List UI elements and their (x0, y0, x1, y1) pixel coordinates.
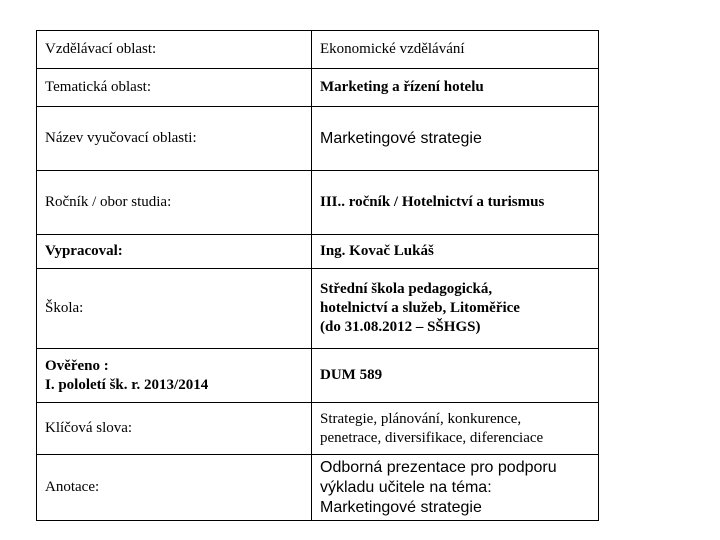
table-row (37, 69, 599, 107)
table-row (37, 349, 599, 403)
row-label: Ročník / obor studia: (37, 171, 312, 235)
logo-sidebar (600, 0, 720, 540)
table-row (37, 31, 599, 69)
row-value (312, 403, 599, 455)
table-row (37, 171, 599, 235)
label-line: I. pololetí šk. r. 2013/2014 (45, 376, 209, 393)
table-row (37, 107, 599, 171)
label-line: Ověřeno : (45, 357, 109, 374)
row-label (37, 349, 312, 403)
row-label: Vzdělávací oblast: (37, 31, 312, 69)
value-line: Odborná prezentace pro podporu (320, 458, 557, 476)
row-value: Marketingové strategie (312, 107, 599, 171)
row-label: Škola: (37, 269, 312, 349)
row-label: Tematická oblast: (37, 69, 312, 107)
row-value: Ing. Kovač Lukáš (312, 235, 599, 269)
value-line: Marketingové strategie (320, 498, 482, 516)
row-label: Anotace: (37, 455, 312, 521)
table-row (37, 235, 599, 269)
row-value (312, 455, 599, 521)
row-value (312, 269, 599, 349)
row-label: Klíčová slova: (37, 403, 312, 455)
row-value: Marketing a řízení hotelu (312, 69, 599, 107)
row-value: III.. ročník / Hotelnictví a turismus (312, 171, 599, 235)
value-line: Střední škola pedagogická, (320, 281, 493, 298)
info-table (36, 30, 599, 521)
row-label: Název vyučovací oblasti: (37, 107, 312, 171)
value-line: penetrace, diversifikace, diferenciace (320, 429, 544, 446)
value-line: (do 31.08.2012 – SŠHGS) (320, 318, 481, 335)
value-line: Strategie, plánování, konkurence, (320, 410, 522, 427)
table-row (37, 269, 599, 349)
value-line: výkladu učitele na téma: (320, 478, 492, 496)
row-value: DUM 589 (312, 349, 599, 403)
table-row (37, 403, 599, 455)
row-value: Ekonomické vzdělávání (312, 31, 599, 69)
value-line: hotelnictví a služeb, Litoměřice (320, 300, 520, 317)
table-row (37, 455, 599, 521)
row-label: Vypracoval: (37, 235, 312, 269)
